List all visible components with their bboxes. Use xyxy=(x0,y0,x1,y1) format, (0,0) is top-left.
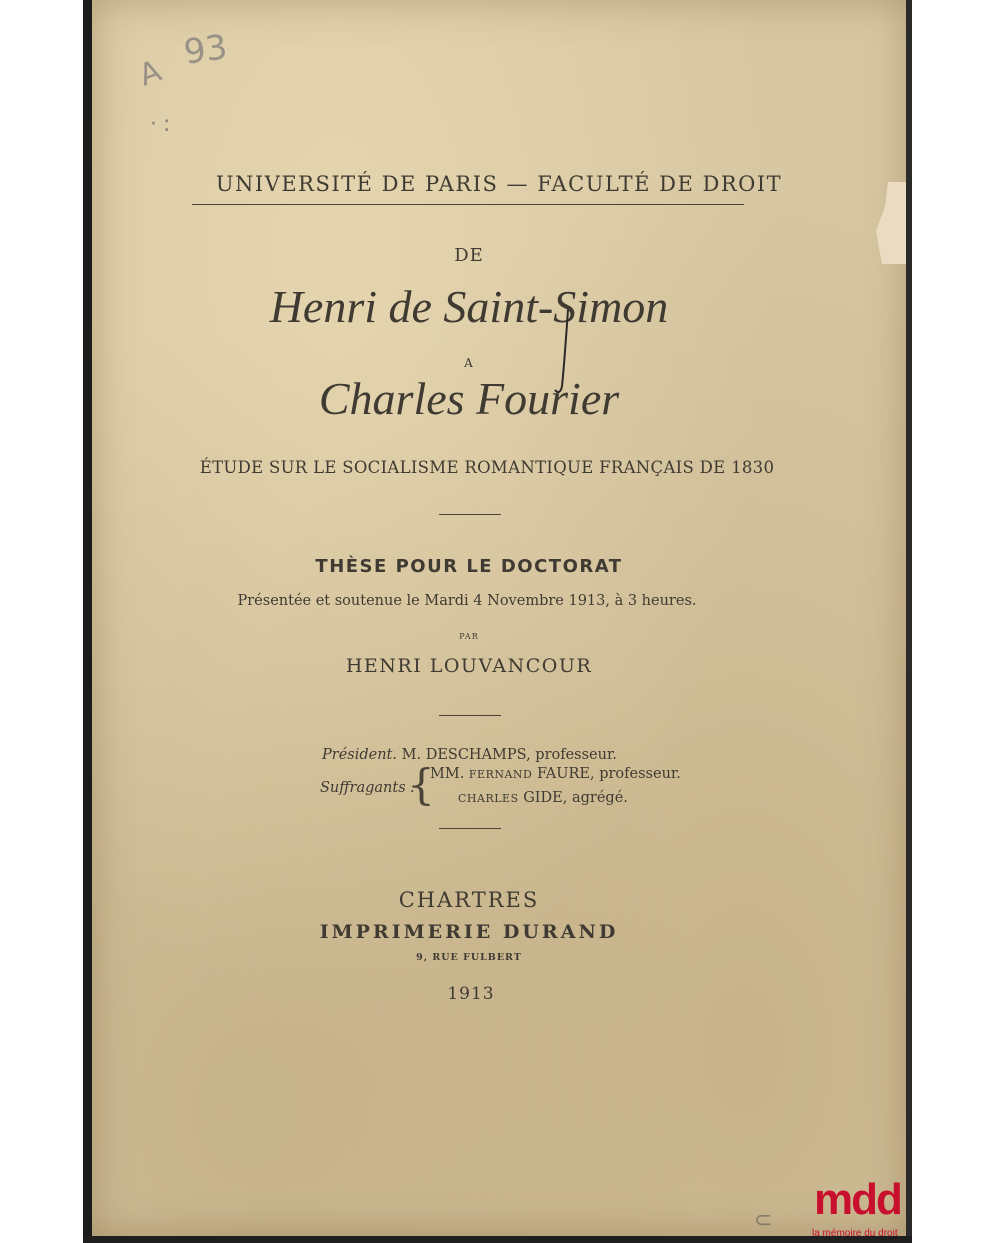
president-prefix: M. xyxy=(401,747,422,763)
jury-suffragant-2 xyxy=(458,790,628,806)
title-a: A xyxy=(464,356,474,370)
suff1-role: , professeur. xyxy=(590,766,681,782)
thesis-title: THÈSE POUR LE DOCTORAT xyxy=(315,556,623,577)
divider-rule-2 xyxy=(439,715,501,716)
author-name: HENRI LOUVANCOUR xyxy=(345,655,593,677)
pencil-annotation-number: 93 xyxy=(181,27,230,73)
divider-rule-3 xyxy=(439,828,501,829)
subtitle: ÉTUDE SUR LE SOCIALISME ROMANTIQUE FRANÇAIS DE 1830 xyxy=(199,458,775,477)
logo-tagline: la mémoire du droit xyxy=(812,1228,898,1239)
title-de: DE xyxy=(454,245,484,266)
imprint-printer: IMPRIMERIE DURAND xyxy=(319,921,619,943)
jury-brace: { xyxy=(408,760,435,809)
pencil-bottom-mark: ⊂ xyxy=(754,1208,773,1233)
university-header: UNIVERSITÉ DE PARIS — FACULTÉ DE DROIT xyxy=(215,172,783,196)
logo-mark: mdd xyxy=(814,1175,901,1224)
imprint-city: CHARTRES xyxy=(398,888,540,912)
title-name-saint-simon: Henri de Saint-Simon xyxy=(269,281,669,332)
pencil-annotation-letter: A xyxy=(134,53,166,94)
president-label: Président. xyxy=(322,747,397,763)
scan-border-bottom xyxy=(83,1236,912,1243)
president-name: DESCHAMPS xyxy=(425,747,527,763)
header-rule xyxy=(192,204,744,205)
defense-date-line: Présentée et soutenue le Mardi 4 Novembre 1913, à 3 heures. xyxy=(237,593,697,609)
suffragants-label: Suffragants : xyxy=(320,780,416,796)
suff2-role: , agrégé. xyxy=(562,790,628,806)
suff1-first-name: FERNAND xyxy=(468,768,533,781)
mdd-logo xyxy=(810,1175,910,1243)
jury-president xyxy=(322,747,617,763)
pencil-stroke-mark xyxy=(554,308,576,398)
pencil-dots: ·: xyxy=(150,112,177,137)
suff2-first-name: CHARLES xyxy=(458,792,519,805)
by-label: PAR xyxy=(459,632,479,641)
imprint-year: 1913 xyxy=(447,984,495,1004)
suff1-prefix: MM. xyxy=(430,766,465,782)
president-role: , professeur. xyxy=(526,747,617,763)
suff2-last-name: GIDE xyxy=(523,790,563,806)
suff1-last-name: FAURE xyxy=(537,766,590,782)
book-cover xyxy=(92,0,906,1236)
scan-border-right xyxy=(906,0,912,1243)
title-name-fourier: Charles Fourier xyxy=(318,373,620,424)
divider-rule-1 xyxy=(439,514,501,515)
imprint-address: 9, RUE FULBERT xyxy=(416,952,522,963)
jury-suffragant-1 xyxy=(430,766,681,782)
